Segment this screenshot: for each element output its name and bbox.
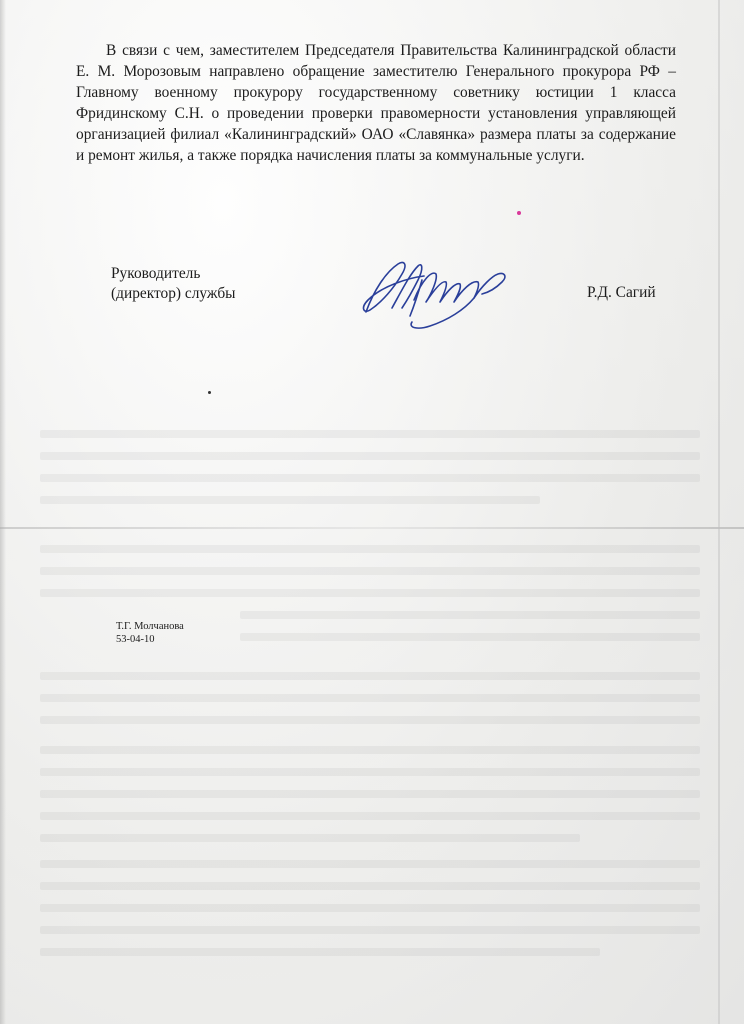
bleed-through-line [40, 926, 700, 934]
bleed-through-line [40, 589, 700, 597]
paper-edge-shadow [0, 0, 6, 1024]
bleed-through-line [40, 812, 700, 820]
bleed-through-line [40, 948, 600, 956]
ink-spot [517, 211, 521, 215]
bleed-through-line [40, 452, 700, 460]
signatory-title-line-1: Руководитель [111, 265, 201, 282]
letter-body-paragraph: В связи с чем, заместителем Председателя Правительства Калининградской области Е. М. Морозовым направлено обращение заместителю Генерального прокурора РФ – Главному военному прокурору государственному советнику юстиции 1 класса Фридинскому С.Н. о проведении проверки правомерности установления управляющей организацией филиал «Калининградский» ОАО «Славянка» размера платы за содержание и ремонт жилья, а также порядка начисления платы за коммунальные услуги. [76, 42, 676, 164]
bleed-through-line [40, 834, 580, 842]
signatory-title [111, 264, 236, 304]
bleed-through-line [240, 633, 700, 641]
bleed-through-line [40, 904, 700, 912]
handwritten-signature [352, 250, 517, 335]
bleed-through-line [40, 496, 540, 504]
ink-dot [208, 391, 211, 394]
bleed-through-line [40, 545, 700, 553]
bleed-through-line [40, 567, 700, 575]
vertical-fold-crease [718, 0, 720, 1024]
bleed-through-line [240, 611, 700, 619]
bleed-through-line [40, 768, 700, 776]
bleed-through-line [40, 746, 700, 754]
bleed-through-line [40, 694, 700, 702]
bleed-through-line [40, 716, 700, 724]
bleed-through-line [40, 860, 700, 868]
bleed-through-line [40, 474, 700, 482]
signatory-title-line-2: (директор) службы [111, 285, 236, 302]
bleed-through-line [40, 790, 700, 798]
bleed-through-line [40, 882, 700, 890]
signatory-name: Р.Д. Сагий [587, 284, 656, 301]
bleed-through-line [40, 672, 700, 680]
horizontal-fold-crease [0, 527, 744, 529]
bleed-through-line [40, 430, 700, 438]
executor-name: Т.Г. Молчанова [116, 621, 184, 632]
executor-info [116, 620, 184, 646]
executor-phone: 53-04-10 [116, 634, 155, 645]
